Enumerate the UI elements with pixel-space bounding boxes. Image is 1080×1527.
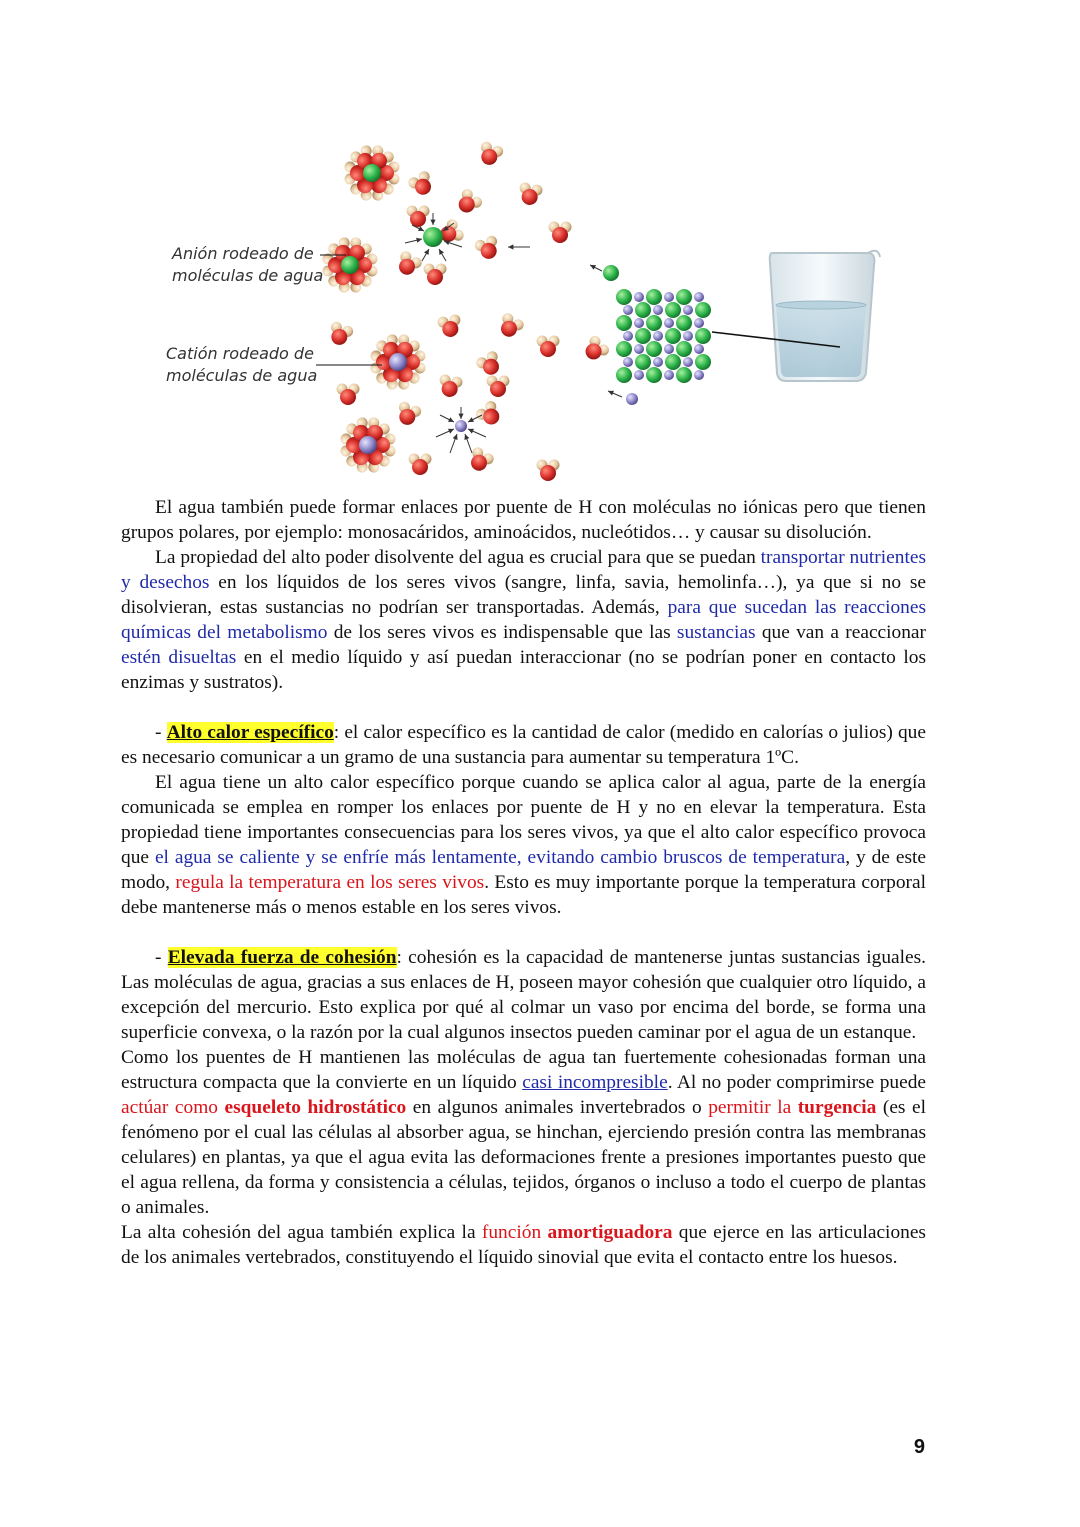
paragraph-specific-heat-def	[121, 720, 926, 770]
crystal-sodium-icon	[694, 292, 704, 302]
water-molecule	[407, 206, 430, 228]
p7-text-1: La alta cohesión del agua también explica la	[121, 1222, 482, 1243]
crystal-chloride-icon	[676, 315, 692, 331]
p6-text-3: en algunos animales invertebrados o	[406, 1097, 709, 1118]
p3-text: : el calor específico es la cantidad de calor (medido en calorías o julios) que es necesario comunicar a un gramo de una sustancia para aumentar su temperatura 1ºC.	[121, 722, 926, 768]
p1-text: El agua también puede formar enlaces por puente de H con moléculas no iónicas pero que tienen grupos polares, por ejemplo: monosacáridos, aminoácidos, nucleótidos… y causar su disolución.	[121, 497, 926, 543]
water-molecule	[580, 334, 611, 365]
p6-red-2: permitir la	[708, 1097, 798, 1118]
crystal-sodium-icon	[634, 318, 644, 328]
crystal-sodium-icon	[694, 370, 704, 380]
p6-text-1: Como los puentes de H mantienen las moléculas de agua tan fuertemente cohesionadas forman una estructura compacta que la convierte en un líquido	[121, 1047, 926, 1093]
water-molecule	[549, 222, 572, 244]
p2-highlight-metabolism: para que sucedan las reacciones químicas del metabolismo	[121, 597, 927, 643]
crystal-sodium-icon	[664, 370, 674, 380]
p6-red-1: actúar como	[121, 1097, 225, 1118]
crystal-sodium-icon	[683, 357, 693, 367]
crystal-chloride-icon	[676, 367, 692, 383]
body-text	[121, 495, 926, 1270]
link-incompressible: casi incompresible	[522, 1072, 668, 1093]
crystal-chloride-icon	[616, 315, 632, 331]
crystal-chloride-icon	[646, 367, 662, 383]
p6-text-2: . Al no poder comprimirse puede	[667, 1072, 927, 1093]
crystal-chloride-icon	[616, 289, 632, 305]
crystal-chloride-icon	[695, 354, 711, 370]
water-molecule	[537, 460, 560, 482]
p6-term-hydrostatic-skeleton: esqueleto hidrostático	[224, 1097, 407, 1118]
crystal-sodium-icon	[634, 370, 644, 380]
paragraph-solvent-importance	[121, 545, 926, 695]
water-molecule	[537, 336, 560, 358]
cation-label-line-1: Catión rodeado de	[166, 344, 314, 363]
water-molecule	[474, 349, 505, 379]
crystal-chloride-icon	[646, 289, 662, 305]
p7-term-cushioning: amortiguadora	[547, 1222, 673, 1243]
p2-text-5: en el medio líquido y así puedan interaccionar (no se podrían poner en contacto los enzimas y sustratos).	[121, 647, 926, 693]
water-molecule	[437, 374, 463, 399]
p5-dash: -	[155, 947, 168, 968]
ionic-dissolution-diagram	[150, 125, 890, 495]
p5-text: : cohesión es la capacidad de mantenerse juntas sustancias iguales. Las moléculas de agua, gracias a sus enlaces de H, poseen mayor cohesión que cualquier otro líquido, a excepción del mercurio. Esto explica por qué al colmar un vaso por encima del borde, se forma una superficie convexa, o la razón por la cual algunos insectos pueden caminar por el agua de un estanque.	[121, 947, 927, 1043]
paragraph-polar-groups	[121, 495, 926, 545]
crystal-sodium-icon	[653, 331, 663, 341]
crystal-sodium-icon	[664, 344, 674, 354]
crystal-chloride-icon	[665, 354, 681, 370]
anion-label-line-1: Anión rodeado de	[172, 244, 314, 263]
water-molecule	[495, 311, 526, 341]
water-molecule	[453, 187, 484, 218]
anion-label	[172, 243, 323, 287]
crystal-sodium-icon	[634, 292, 644, 302]
heading-specific-heat: Alto calor específico	[166, 722, 334, 743]
crystal-chloride-icon	[616, 367, 632, 383]
crystal-sodium-icon	[623, 305, 633, 315]
cation-label-line-2: moléculas de agua	[166, 366, 318, 385]
crystal-chloride-icon	[635, 354, 651, 370]
dissolution-figure	[150, 125, 890, 495]
crystal-chloride-icon	[676, 289, 692, 305]
crystal-chloride-icon	[665, 328, 681, 344]
water-molecule	[394, 400, 423, 428]
crystal-chloride-icon	[635, 328, 651, 344]
p6-text-4: (es el fenómeno por el cual las células al absorber agua, se hinchan, ejerciendo presión contra las membranas celulares) en plantas, ya que el agua evita las deformaciones frente a presiones importantes puesto que el agua rellena, da forma y consistencia a células, tejidos, órganos o incluso a todo el cuerpo de plantas o animales.	[121, 1097, 927, 1218]
p4-text-3: . Esto es muy importante porque la temperatura corporal debe mantenerse más o menos estable en los seres vivos.	[121, 872, 926, 918]
sodium-ion-icon	[455, 420, 467, 432]
heading-cohesion: Elevada fuerza de cohesión	[167, 947, 397, 968]
water-molecule	[409, 454, 432, 476]
water-molecule	[474, 399, 505, 430]
sodium-ion-icon	[626, 393, 638, 405]
water-molecule	[465, 445, 496, 475]
crystal-chloride-icon	[695, 328, 711, 344]
p2-text-3: de los seres vivos es indispensable que las	[327, 622, 677, 643]
salt-crystal	[616, 289, 711, 383]
crystal-chloride-icon	[676, 341, 692, 357]
water-molecule	[473, 234, 502, 262]
water-molecule	[487, 376, 510, 398]
water-molecule	[393, 249, 424, 279]
crystal-chloride-icon	[695, 302, 711, 318]
crystal-chloride-icon	[616, 341, 632, 357]
p2-text-4: que van a reaccionar	[755, 622, 926, 643]
crystal-sodium-icon	[664, 292, 674, 302]
p7-text-2: que ejerce en las articulaciones de los animales vertebrados, constituyendo el líquido sinovial que evita el contacto entre los huesos.	[121, 1222, 926, 1268]
crystal-chloride-icon	[646, 341, 662, 357]
water-molecule	[337, 384, 360, 406]
p4-highlight-slow-change: el agua se caliente y se enfríe más lentamente, evitando cambio bruscos de temperatura	[154, 847, 846, 868]
p2-text-1: La propiedad del alto poder disolvente del agua es crucial para que se puedan	[155, 547, 761, 568]
water-molecules	[323, 140, 612, 481]
paragraph-cohesion-def	[121, 945, 926, 1045]
crystal-chloride-icon	[635, 302, 651, 318]
water-molecule	[406, 169, 437, 199]
p7-red-1: función	[481, 1222, 548, 1243]
paragraph-specific-heat-explanation	[121, 770, 926, 920]
crystal-sodium-icon	[653, 357, 663, 367]
p4-text-2: , y de este modo,	[121, 847, 926, 893]
anion-label-line-2: moléculas de agua	[172, 266, 324, 285]
water-molecule	[476, 140, 505, 168]
cation-cluster-icon	[359, 436, 377, 454]
water-molecule	[437, 314, 463, 339]
paragraph-cushioning	[121, 1220, 926, 1270]
anion-cluster-icon	[363, 164, 381, 182]
crystal-sodium-icon	[683, 305, 693, 315]
p4-highlight-regulates: regula la temperatura en los seres vivos	[175, 872, 485, 893]
p2-highlight-dissolved: estén disueltas	[121, 647, 237, 668]
chloride-ion-icon	[603, 265, 619, 281]
chloride-ion-icon	[423, 227, 443, 247]
water-molecule	[326, 320, 355, 348]
crystal-sodium-icon	[623, 331, 633, 341]
p2-highlight-transport: transportar nutrientes y desechos	[121, 547, 926, 593]
crystal-sodium-icon	[683, 331, 693, 341]
crystal-sodium-icon	[634, 344, 644, 354]
water-molecule	[517, 182, 543, 207]
p2-text-2: en los líquidos de los seres vivos (sangre, linfa, savia, hemolinfa…), ya que si no se disolvieran, estas sustancias no podrían ser transportadas. Además,	[121, 572, 926, 618]
crystal-sodium-icon	[694, 318, 704, 328]
crystal-sodium-icon	[664, 318, 674, 328]
cation-cluster-icon	[389, 353, 407, 371]
paragraph-hydrostatic	[121, 1045, 926, 1220]
page-number: 9	[913, 1436, 925, 1458]
cation-label	[166, 343, 317, 387]
crystal-sodium-icon	[653, 305, 663, 315]
anion-cluster-icon	[341, 256, 359, 274]
water-molecule	[424, 264, 447, 286]
crystal-sodium-icon	[623, 357, 633, 367]
p2-highlight-substances: sustancias	[676, 622, 756, 643]
crystal-chloride-icon	[646, 315, 662, 331]
beaker-icon	[770, 251, 880, 381]
p4-text-1: El agua tiene un alto calor específico porque cuando se aplica calor al agua, parte de la energía comunicada se emplea en romper los enlaces por puente de H y no en elevar la temperatura. Esta propiedad tiene importantes consecuencias para los seres vivos, ya que el alto calor específico provoca que	[121, 772, 926, 868]
crystal-chloride-icon	[665, 302, 681, 318]
p3-dash: -	[155, 722, 167, 743]
crystal-sodium-icon	[694, 344, 704, 354]
p6-term-turgor: turgencia	[797, 1097, 877, 1118]
